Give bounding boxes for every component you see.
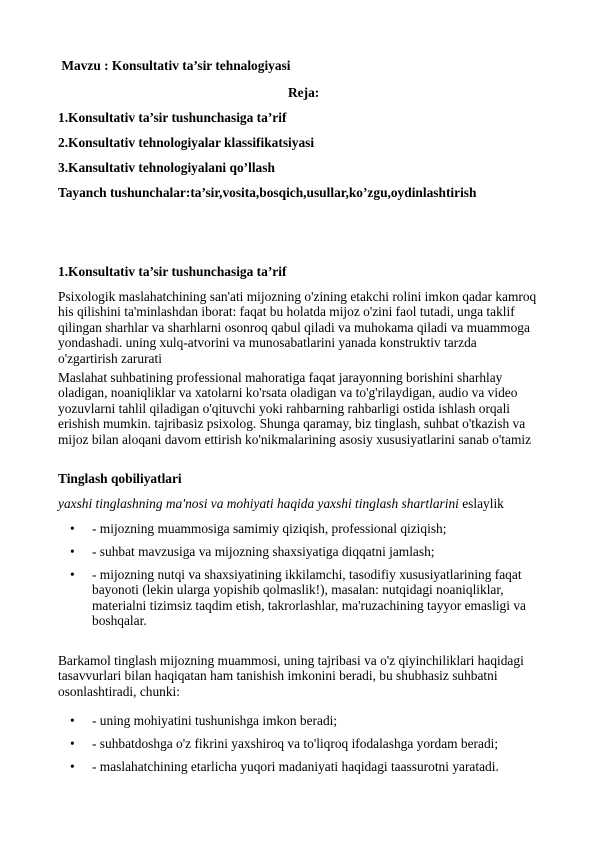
paragraph: Psixologik maslahatchining san'ati mijozning o'zining etakchi rolini imkon qadar kamroq his qilishini ta'minlashdan iborat: faqat bu holatda mijoz o'zini faol tutadi, unga taklif qilingan sharhlar va sharhlarni osonroq qabul qiladi va muhokama qiladi va muammoga yondashadi. uning xulq-atvorini va munosabatlarini yanada konstruktiv tarzda o'zgartirish zarurati	[58, 289, 537, 366]
list-item-text: - maslahatchining etarlicha yuqori madaniyati haqidagi taassurotni yaratadi.	[92, 758, 499, 774]
plan-item: 1.Konsultativ ta’sir tushunchasiga ta’rif	[58, 110, 287, 125]
bullet-list	[58, 521, 548, 636]
list-item-text: - mijozning nutqi va shaxsiyatining ikkilamchi, tasodifiy xususiyatlarining faqat bayonoti (lekin ularga yopishib qolmaslik!), masalan: nutqidagi noaniqliklar, materialni tizimsiz taqdim etish, takrorlashlar, ma'ruzachining tayyor emasligi va boshqalar.	[92, 566, 526, 629]
section-heading: 1.Konsultativ ta’sir tushunchasiga ta’rif	[58, 264, 287, 279]
bullet-icon: •	[70, 735, 75, 751]
list-item	[58, 521, 548, 536]
document-title: Mavzu : Konsultativ ta’sir tehnalogiyasi	[61, 58, 291, 73]
bullets-intro	[58, 496, 504, 511]
intro-rest-text: eslaylik	[458, 496, 504, 511]
list-item	[58, 544, 548, 559]
subheading: Tinglash qobiliyatlari	[58, 471, 182, 486]
plan-item: 3.Kansultativ tehnologiyalani qo’llash	[58, 160, 275, 175]
list-item-text: - suhbat mavzusiga va mijozning shaxsiyatiga diqqatni jamlash;	[92, 543, 435, 559]
intro-italic-text: yaxshi tinglashning ma'nosi va mohiyati haqida yaxshi tinglash shartlarini	[58, 496, 459, 511]
bullet-icon: •	[70, 758, 75, 774]
list-item-text: - suhbatdoshga o'z fikrini yaxshiroq va to'liqroq ifodalashga yordam beradi;	[92, 735, 499, 751]
paragraph: Maslahat suhbatining professional mahoratiga faqat jarayonning borishini sharhlay oladigan, noaniqliklar va xatolarni ko'rsata oladigan va to'g'rilaydigan, audio va video yozuvlarni tahlil qiladigan o'qituvchi yoki rahbarning rahbarligi ostida ishlash orqali erishish mumkin. tajribasiz psixolog. Shunga qaramay, biz tinglash, suhbat o'tkazish va mijoz bilan aloqani davom ettirish ko'nikmalarining asosiy xususiyatlarini sanab o'tamiz	[58, 370, 532, 447]
bullet-icon: •	[70, 543, 75, 559]
list-item	[58, 713, 548, 728]
bullet-icon: •	[70, 521, 75, 536]
list-item-text: - mijozning muammosiga samimiy qiziqish, professional qiziqish;	[92, 521, 447, 536]
bullet-icon: •	[70, 713, 75, 728]
list-item	[58, 736, 548, 751]
paragraph: Barkamol tinglash mijozning muammosi, uning tajribasi va o'z qiyinchiliklari haqidagi tasavvurlari bilan haqiqatan ham tanishish imkonini beradi, bu shubhasiz suhbatni osonlashtiradi, chunki:	[58, 653, 524, 699]
list-item-text: - uning mohiyatini tushunishga imkon beradi;	[92, 713, 338, 728]
list-item	[58, 759, 548, 774]
bullet-icon: •	[70, 566, 75, 582]
bullet-list	[58, 713, 548, 782]
list-item	[58, 567, 548, 629]
plan-label: Reja:	[288, 85, 320, 100]
keywords-line: Tayanch tushunchalar:ta’sir,vosita,bosqich,usullar,ko’zgu,oydinlashtirish	[58, 185, 477, 200]
plan-item: 2.Konsultativ tehnologiyalar klassifikatsiyasi	[58, 135, 315, 150]
